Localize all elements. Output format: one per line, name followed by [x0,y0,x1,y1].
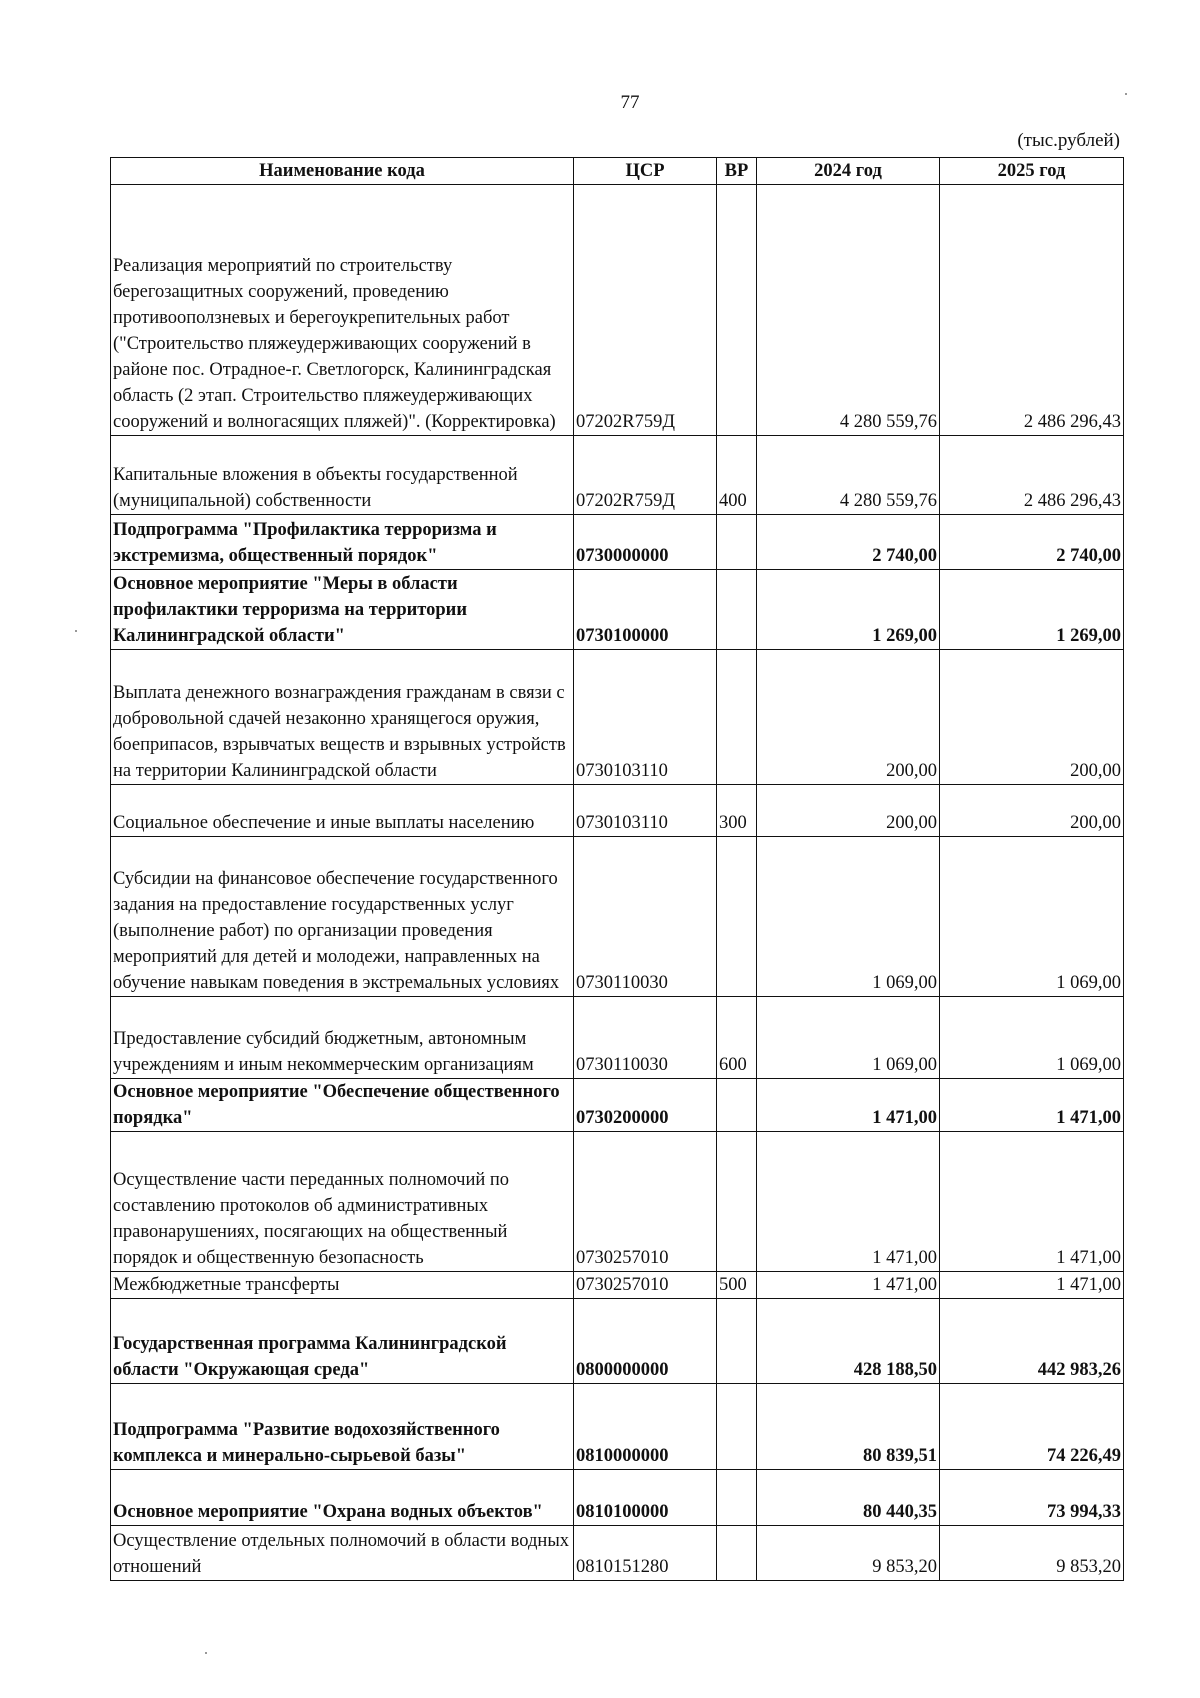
row-csr: 0730110030 [574,997,717,1079]
row-vr [717,1384,757,1470]
row-value-2025: 1 471,00 [940,1272,1124,1299]
row-vr [717,1299,757,1384]
row-name: Основное мероприятие "Обеспечение общественного порядка" [111,1079,574,1132]
row-value-2024: 4 280 559,76 [757,185,940,436]
column-header-csr: ЦСР [574,158,717,185]
row-csr: 0730103110 [574,785,717,837]
column-header-name: Наименование кода [111,158,574,185]
row-value-2024: 1 471,00 [757,1272,940,1299]
row-value-2024: 9 853,20 [757,1526,940,1581]
table-row [111,650,1124,785]
column-header-2025: 2025 год [940,158,1124,185]
table-row [111,1526,1124,1581]
row-csr: 0730200000 [574,1079,717,1132]
row-csr: 0730110030 [574,837,717,997]
table-row [111,1299,1124,1384]
row-csr: 0810151280 [574,1526,717,1581]
budget-table [110,157,1124,1581]
row-value-2025: 1 069,00 [940,997,1124,1079]
row-vr: 600 [717,997,757,1079]
row-name: Выплата денежного вознаграждения гражданам в связи с добровольной сдачей незаконно хранящегося оружия, боеприпасов, взрывчатых веществ и взрывных устройств на территории Калининградской области [111,650,574,785]
row-vr: 400 [717,436,757,515]
scan-speck [205,1652,207,1654]
row-csr: 0730257010 [574,1132,717,1272]
row-vr [717,570,757,650]
table-row [111,1079,1124,1132]
row-value-2024: 80 839,51 [757,1384,940,1470]
row-vr [717,1079,757,1132]
row-value-2024: 1 269,00 [757,570,940,650]
row-csr: 0730257010 [574,1272,717,1299]
column-header-2024: 2024 год [757,158,940,185]
row-name: Основное мероприятие "Меры в области профилактики терроризма на территории Калининградской области" [111,570,574,650]
row-vr [717,1470,757,1526]
row-name: Осуществление отдельных полномочий в области водных отношений [111,1526,574,1581]
row-csr: 07202R759Д [574,436,717,515]
row-value-2024: 428 188,50 [757,1299,940,1384]
table-header-row [111,158,1124,185]
table-row [111,185,1124,436]
row-name: Межбюджетные трансферты [111,1272,574,1299]
table-row [111,1272,1124,1299]
table-row [111,1384,1124,1470]
row-value-2025: 2 740,00 [940,515,1124,570]
row-name: Реализация мероприятий по строительству берегозащитных сооружений, проведению противооползневых и берегоукрепительных работ ("Строительство пляжеудерживающих сооружений в районе пос. Отрадное-г. Светлогорск, Калининградская область (2 этап. Строительство пляжеудерживающих сооружений и волногасящих пляжей)". (Корректировка) [111,185,574,436]
row-name: Подпрограмма "Профилактика терроризма и экстремизма, общественный порядок" [111,515,574,570]
row-name: Предоставление субсидий бюджетным, автономным учреждениям и иным некоммерческим организациям [111,997,574,1079]
row-value-2024: 1 069,00 [757,837,940,997]
table-row [111,785,1124,837]
row-name: Капитальные вложения в объекты государственной (муниципальной) собственности [111,436,574,515]
row-csr: 0800000000 [574,1299,717,1384]
row-vr: 500 [717,1272,757,1299]
row-value-2025: 200,00 [940,650,1124,785]
row-value-2025: 9 853,20 [940,1526,1124,1581]
row-csr: 0810000000 [574,1384,717,1470]
row-value-2025: 1 471,00 [940,1079,1124,1132]
row-vr [717,650,757,785]
row-value-2025: 1 269,00 [940,570,1124,650]
row-value-2025: 74 226,49 [940,1384,1124,1470]
row-value-2024: 1 471,00 [757,1079,940,1132]
row-value-2025: 1 471,00 [940,1132,1124,1272]
row-name: Основное мероприятие "Охрана водных объектов" [111,1470,574,1526]
table-body [111,185,1124,1581]
row-vr: 300 [717,785,757,837]
row-value-2025: 442 983,26 [940,1299,1124,1384]
row-value-2024: 1 069,00 [757,997,940,1079]
table-row [111,515,1124,570]
row-value-2024: 200,00 [757,785,940,837]
row-vr [717,1526,757,1581]
row-vr [717,185,757,436]
column-header-vr: ВР [717,158,757,185]
row-csr: 0730103110 [574,650,717,785]
row-value-2025: 2 486 296,43 [940,436,1124,515]
table-row [111,1132,1124,1272]
row-vr [717,1132,757,1272]
row-name: Государственная программа Калининградской области "Окружающая среда" [111,1299,574,1384]
table-row [111,837,1124,997]
table-row [111,1470,1124,1526]
row-vr [717,837,757,997]
row-csr: 0730000000 [574,515,717,570]
row-name: Подпрограмма "Развитие водохозяйственного комплекса и минерально-сырьевой базы" [111,1384,574,1470]
row-value-2024: 80 440,35 [757,1470,940,1526]
row-name: Осуществление части переданных полномочий по составлению протоколов об административных правонарушениях, посягающих на общественный порядок и общественную безопасность [111,1132,574,1272]
row-value-2025: 73 994,33 [940,1470,1124,1526]
units-label: (тыс.рублей) [1017,130,1120,151]
row-name: Социальное обеспечение и иные выплаты населению [111,785,574,837]
row-value-2024: 1 471,00 [757,1132,940,1272]
scan-speck [1125,93,1127,95]
row-value-2024: 4 280 559,76 [757,436,940,515]
row-name: Субсидии на финансовое обеспечение государственного задания на предоставление государственных услуг (выполнение работ) по организации проведения мероприятий для детей и молодежи, направленных на обучение навыкам поведения в экстремальных условиях [111,837,574,997]
row-csr: 0810100000 [574,1470,717,1526]
table-row [111,436,1124,515]
row-value-2025: 1 069,00 [940,837,1124,997]
row-csr: 0730100000 [574,570,717,650]
table-row [111,997,1124,1079]
row-vr [717,515,757,570]
row-value-2025: 200,00 [940,785,1124,837]
row-csr: 07202R759Д [574,185,717,436]
page-number: 77 [620,92,640,113]
table-row [111,570,1124,650]
row-value-2024: 200,00 [757,650,940,785]
row-value-2025: 2 486 296,43 [940,185,1124,436]
row-value-2024: 2 740,00 [757,515,940,570]
scan-speck [75,630,77,632]
